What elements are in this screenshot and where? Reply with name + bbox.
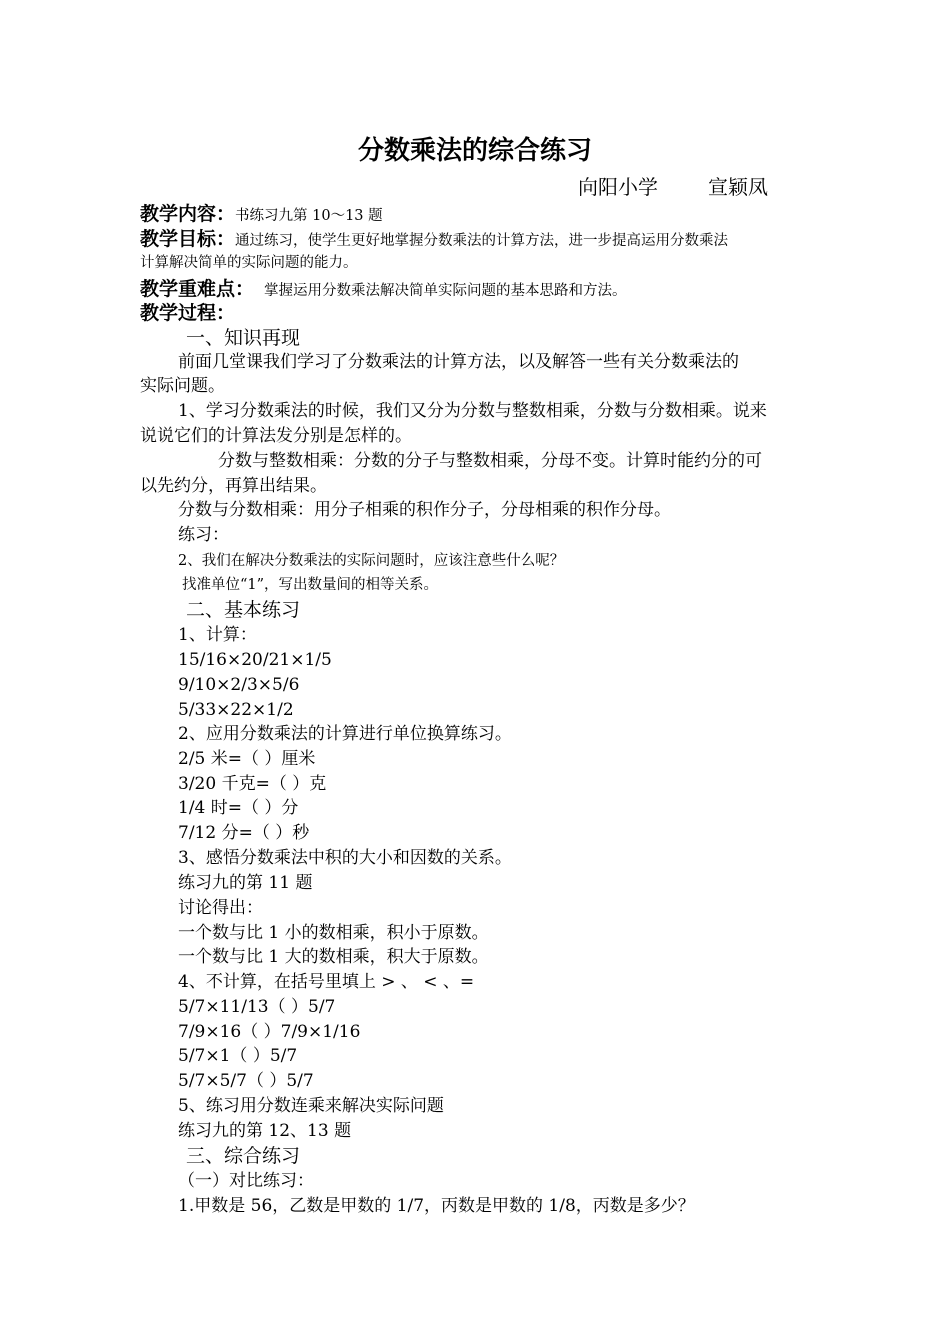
- text-line: 练习：: [178, 525, 229, 545]
- text-line: 实际问题。: [140, 376, 225, 396]
- text-line: 找准单位“1”，写出数量间的相等关系。: [182, 577, 439, 593]
- author-line: [578, 174, 768, 200]
- section-heading-2: 二、基本练习: [186, 599, 301, 621]
- text-line: 前面几堂课我们学习了分数乘法的计算方法，以及解答一些有关分数乘法的: [178, 352, 739, 372]
- math-expression: 3/20 千克=（ ）克: [178, 774, 327, 794]
- teaching-key-text: 掌握运用分数乘法解决简单实际问题的基本思路和方法。: [264, 283, 627, 299]
- teaching-content-line: [140, 203, 383, 227]
- text-line: 2、我们在解决分数乘法的实际问题时，应该注意些什么呢？: [178, 553, 565, 569]
- text-line: 1.甲数是 56，乙数是甲数的 1/7，丙数是甲数的 1/8，丙数是多少？: [178, 1196, 695, 1216]
- text-line: 练习九的第 12、13 题: [178, 1121, 352, 1141]
- math-expression: 7/9×16（ ）7/9×1/16: [178, 1022, 361, 1042]
- text-line: 2、应用分数乘法的计算进行单位换算练习。: [178, 724, 512, 744]
- text-line: 3、感悟分数乘法中积的大小和因数的关系。: [178, 848, 512, 868]
- teaching-goal-text: 通过练习，使学生更好地掌握分数乘法的计算方法，进一步提高运用分数乘法: [235, 233, 729, 249]
- teaching-key-label: 教学重难点：: [140, 278, 255, 300]
- math-expression: 9/10×2/3×5/6: [178, 675, 300, 695]
- text-line: （一）对比练习：: [178, 1171, 314, 1191]
- text-line: 5、练习用分数连乘来解决实际问题: [178, 1096, 444, 1116]
- math-expression: 2/5 米=（ ）厘米: [178, 749, 316, 769]
- text-line: 1、学习分数乘法的时候，我们又分为分数与整数相乘，分数与分数相乘。说来: [178, 401, 767, 421]
- text-line: 以先约分，再算出结果。: [140, 476, 327, 496]
- author-name: 宣颖凤: [708, 175, 768, 199]
- teaching-key-line: [140, 278, 627, 302]
- text-line: 分数与分数相乘：用分子相乘的积作分子，分母相乘的积作分母。: [178, 500, 671, 520]
- text-line: 4、不计算，在括号里填上 > 、 < 、=: [178, 972, 475, 992]
- teaching-process-label: 教学过程：: [140, 302, 236, 324]
- text-line: 一个数与比 1 小的数相乘，积小于原数。: [178, 923, 489, 943]
- teaching-goal-label: 教学目标：: [140, 228, 236, 250]
- math-expression: 5/7×1（ ）5/7: [178, 1046, 298, 1066]
- text-line: 说说它们的计算法发分别是怎样的。: [140, 426, 412, 446]
- text-line: 分数与整数相乘：分数的分子与整数相乘，分母不变。计算时能约分的可: [218, 451, 762, 471]
- section-heading-1: 一、知识再现: [186, 327, 301, 349]
- text-line: 讨论得出：: [178, 898, 263, 918]
- math-expression: 1/4 时=（ ）分: [178, 798, 299, 818]
- math-expression: 7/12 分=（ ）秒: [178, 823, 310, 843]
- math-expression: 5/7×5/7（ ）5/7: [178, 1071, 314, 1091]
- text-line: 1、计算：: [178, 625, 257, 645]
- author-school: 向阳小学: [578, 175, 658, 199]
- text-line: 练习九的第 11 题: [178, 873, 313, 893]
- section-heading-3: 三、综合练习: [186, 1145, 301, 1167]
- math-expression: 5/33×22×1/2: [178, 700, 294, 720]
- math-expression: 5/7×11/13（ ）5/7: [178, 997, 336, 1017]
- teaching-goal-line: [140, 228, 728, 252]
- teaching-content-label: 教学内容：: [140, 203, 236, 225]
- math-expression: 15/16×20/21×1/5: [178, 650, 332, 670]
- text-line: 一个数与比 1 大的数相乘，积大于原数。: [178, 947, 489, 967]
- page-title: 分数乘法的综合练习: [357, 136, 592, 166]
- teaching-goal-text-cont: 计算解决简单的实际问题的能力。: [140, 255, 358, 271]
- teaching-content-text: 书练习九第 10～13 题: [235, 208, 383, 224]
